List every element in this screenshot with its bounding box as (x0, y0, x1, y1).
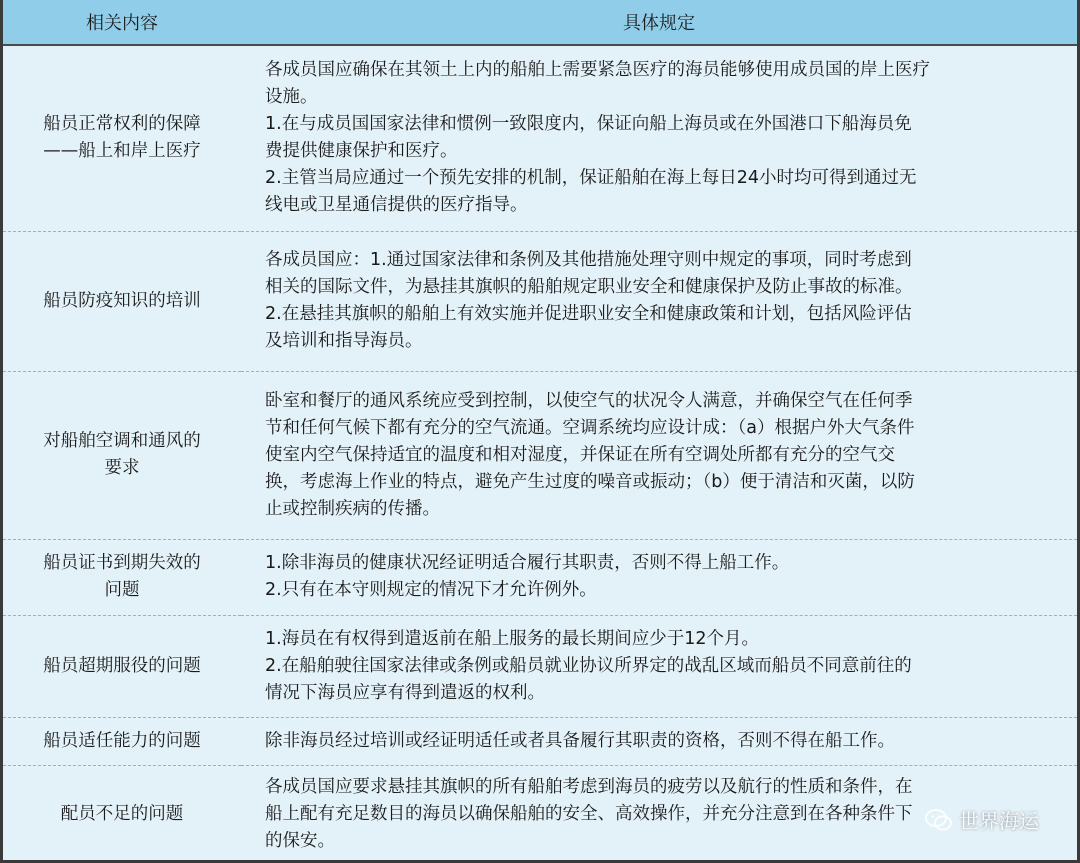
rule-line: 1.海员在有权得到遣返前在船上服务的最长期间应少于12个月。 (265, 628, 759, 649)
rule-line: 2.主管当局应通过一个预先安排的机制，保证船舶在海上每日24小时均可得到通过无 (265, 168, 917, 189)
table-row (3, 371, 1077, 539)
table-body (3, 45, 1077, 863)
table-row (3, 539, 1077, 615)
rule-line: 节和任何气候下都有充分的空气流通。空调系统均应设计成：（a）根据户外大气条件 (265, 417, 915, 438)
rule-line: 设施。 (265, 87, 318, 108)
rule-line: 情况下海员应享有得到遣返的权利。 (265, 682, 545, 703)
rule-line: 2.在船舶驶往国家法律或条例或船员就业协议所界定的战乱区域而船员不同意前往的 (265, 655, 912, 676)
rule-line: 2.只有在本守则规定的情况下才允许例外。 (265, 580, 597, 600)
rule-line: 换，考虑海上作业的特点，避免产生过度的噪音或振动；（b）便于清洁和灭菌，以防 (265, 471, 915, 492)
rule-line: 及培训和指导海员。 (265, 331, 423, 351)
rule-line: 线电或卫星通信提供的医疗指导。 (265, 195, 528, 216)
watermark (925, 805, 1039, 834)
rule-line: 1.在与成员国国家法律和惯例一致限度内，保证向船上海员或在外国港口下船海员免 (265, 114, 912, 135)
rule-line: 1.除非海员的健康状况经证明适合履行其职责，否则不得上船工作。 (265, 553, 790, 573)
rule-line: 2.在悬挂其旗帜的船舶上有效实施并促进职业安全和健康政策和计划，包括风险评估 (265, 304, 912, 324)
header-related-content: 相关内容 (3, 0, 241, 45)
table-row (3, 765, 1077, 863)
row-rules (241, 231, 1077, 371)
topic-line: 船员证书到期失效的 (43, 553, 201, 573)
watermark-text: 世界海运 (959, 809, 1039, 833)
topic-line: 对船舶空调和通风的 (43, 431, 201, 451)
rule-line: 各成员国应要求悬挂其旗帜的所有船舶考虑到海员的疲劳以及航行的性质和条件，在 (265, 776, 913, 797)
topic-line: 配员不足的问题 (60, 803, 184, 824)
topic-line: 船员适任能力的问题 (43, 730, 201, 751)
topic-line: ——船上和岸上医疗 (43, 141, 201, 162)
row-topic (3, 539, 241, 615)
row-topic (3, 371, 241, 539)
topic-line: 要求 (104, 458, 140, 478)
row-rules (241, 45, 1077, 231)
rule-line: 船上配有充足数目的海员以确保船舶的安全、高效操作，并充分注意到在各种条件下 (265, 803, 913, 824)
topic-line: 船员正常权利的保障 (43, 114, 201, 135)
row-topic (3, 45, 241, 231)
rule-line: 各成员国应确保在其领土上内的船舶上需要紧急医疗的海员能够使用成员国的岸上医疗 (265, 60, 930, 81)
row-rules (241, 717, 1077, 765)
topic-line: 问题 (104, 580, 140, 600)
row-rules (241, 539, 1077, 615)
regulation-table (3, 0, 1077, 863)
row-rules (241, 371, 1077, 539)
rule-line: 除非海员经过培训或经证明适任或者具备履行其职责的资格，否则不得在船工作。 (265, 730, 895, 751)
rule-line: 卧室和餐厅的通风系统应受到控制，以使空气的状况令人满意，并确保空气在任何季 (265, 390, 913, 411)
row-topic (3, 231, 241, 371)
row-topic (3, 765, 241, 863)
table-row (3, 717, 1077, 765)
rule-line: 各成员国应：1.通过国家法律和条例及其他措施处理守则中规定的事项，同时考虑到 (265, 250, 912, 270)
rule-line: 使室内空气保持适宜的温度和相对湿度，并保证在所有空调处所都有充分的空气交 (265, 444, 895, 465)
rule-line: 相关的国际文件，为悬挂其旗帜的船舶规定职业安全和健康保护及防止事故的标准。 (265, 277, 913, 297)
table-row (3, 231, 1077, 371)
wechat-icon (925, 808, 953, 832)
table-row (3, 45, 1077, 231)
header-specific-rules: 具体规定 (241, 0, 1077, 45)
row-rules (241, 615, 1077, 717)
row-topic (3, 615, 241, 717)
rule-line: 费提供健康保护和医疗。 (265, 141, 458, 162)
table-row (3, 615, 1077, 717)
rule-line: 的保安。 (265, 830, 335, 851)
table-header-row (3, 0, 1077, 45)
row-topic (3, 717, 241, 765)
topic-line: 船员防疫知识的培训 (43, 290, 201, 311)
rule-line: 止或控制疾病的传播。 (265, 498, 440, 519)
topic-line: 船员超期服役的问题 (43, 655, 201, 676)
